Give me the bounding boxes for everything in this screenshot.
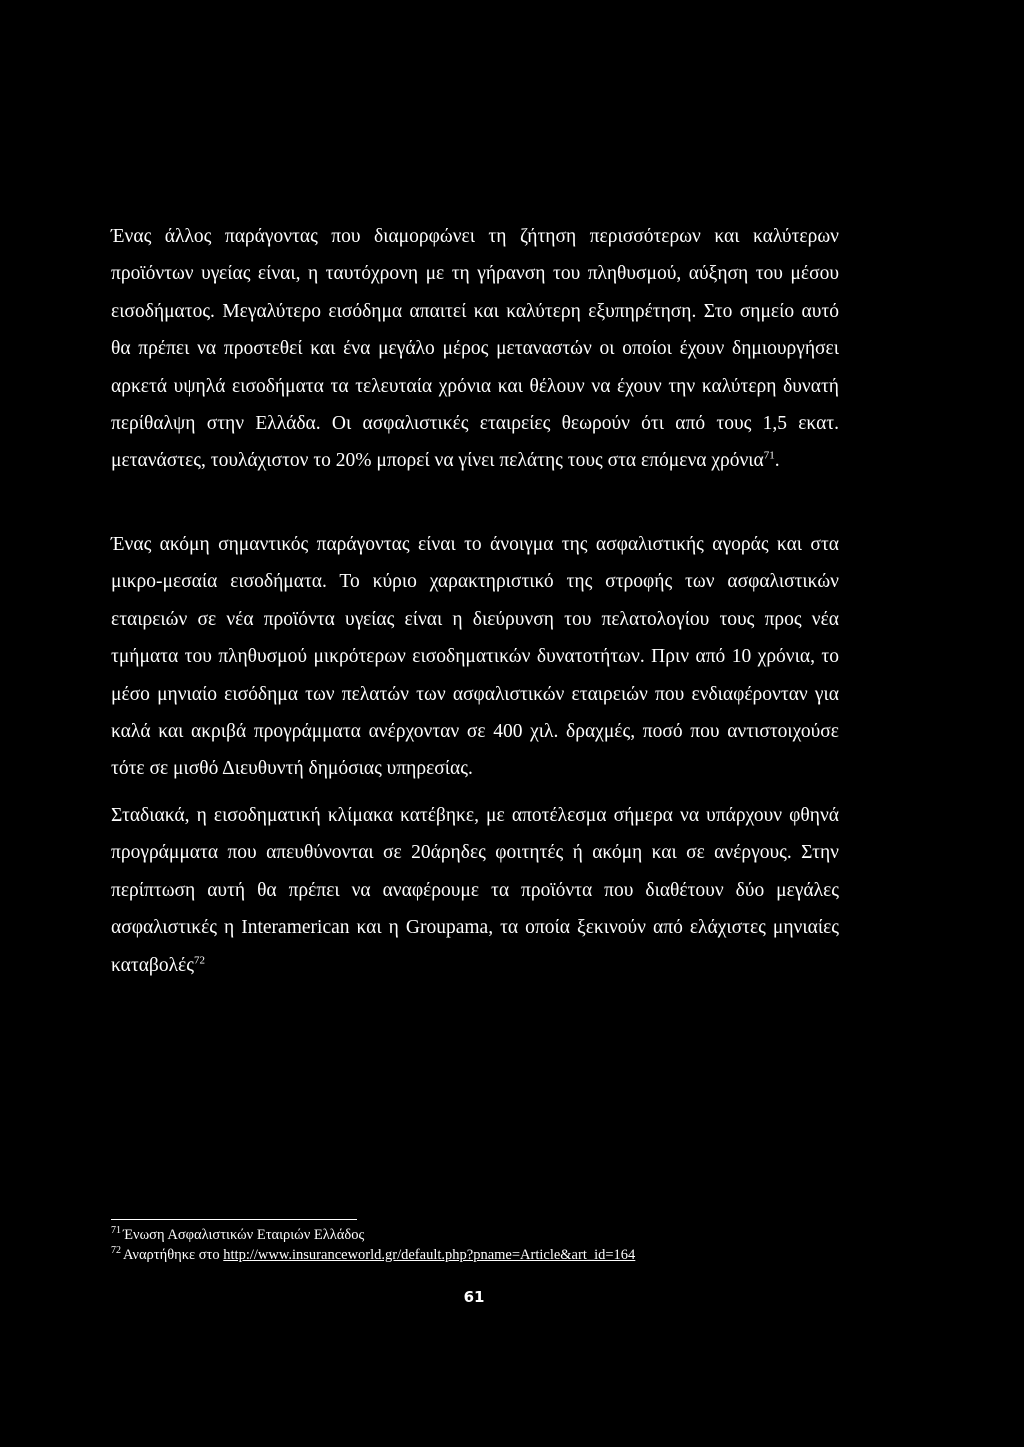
- footnote-ref-72[interactable]: 72: [193, 954, 205, 967]
- paragraph-3: [111, 797, 839, 984]
- paragraph-1-text: Ένας άλλος παράγοντας που διαμορφώνει τη ζήτηση περισσότερων και καλύτερων προϊόντων υγείας είναι, η ταυτόχρονη με τη γήρανση του πληθυσμού, αύξηση του μέσου εισοδήματος. Μεγαλύτερο εισόδημα απαιτεί και καλύτερη εξυπηρέτηση. Στο σημείο αυτό θα πρέπει να προστεθεί και ένα μεγάλο μέρος μεταναστών οι οποίοι έχουν δημιουργήσει αρκετά υψηλά εισοδήματα τα τελευταία χρόνια και θέλουν να έχουν την καλύτερη δυνατή περίθαλψη στην Ελλάδα. Οι ασφαλιστικές εταιρείες θεωρούν ότι από τους 1,5 εκατ. μετανάστες, τουλάχιστον το 20% μπορεί να γίνει πελάτης τους στα επόμενα χρόνια: [111, 226, 839, 472]
- footnote-separator: [111, 1219, 357, 1220]
- footnote-text: Ένωση Ασφαλιστικών Εταιριών Ελλάδος: [123, 1227, 365, 1243]
- paragraph-2: [111, 526, 839, 788]
- paragraph-1: [111, 218, 839, 480]
- footnote-number: 72: [111, 1245, 121, 1257]
- footnote-72: [111, 1245, 831, 1265]
- footnote-ref-71[interactable]: 71: [763, 449, 775, 462]
- page-number: 61: [463, 1288, 485, 1306]
- footnotes: [111, 1225, 831, 1265]
- paragraph-3-text: Σταδιακά, η εισοδηματική κλίμακα κατέβηκε, με αποτέλεσμα σήμερα να υπάρχουν φθηνά προγράμματα που απευθύνονται σε 20άρηδες φοιτητές ή ακόμη και σε ανέργους. Στην περίπτωση αυτή θα πρέπει να αναφέρουμε τα προϊόντα που διαθέτουν δύο μεγάλες ασφαλιστικές η Interamerican και η Groupama, τα οποία ξεκινούν από ελάχιστες μηνιαίες καταβολές: [111, 805, 839, 976]
- footnote-number: 71: [111, 1225, 121, 1237]
- footnote-link[interactable]: http://www.insuranceworld.gr/default.php?pname=Article&art_id=164: [223, 1247, 636, 1263]
- paragraph-2-text: Ένας ακόμη σημαντικός παράγοντας είναι το άνοιγμα της ασφαλιστικής αγοράς και στα μικρο-μεσαία εισοδήματα. Το κύριο χαρακτηριστικό της στροφής των ασφαλιστικών εταιρειών σε νέα προϊόντα υγείας είναι η διεύρυνση του πελατολογίου τους προς νέα τμήματα του πληθυσμού μικρότερων εισοδηματικών δυνατοτήτων. Πριν από 10 χρόνια, το μέσο μηνιαίο εισόδημα των πελατών των ασφαλιστικών εταιρειών που ενδιαφέρονταν για καλά και ακριβά προγράμματα ανέρχονταν σε 400 χιλ. δραχμές, ποσό που αντιστοιχούσε τότε σε μισθό Διευθυντή δημόσιας υπηρεσίας.: [111, 534, 839, 780]
- footnote-71: [111, 1225, 831, 1245]
- paragraph-1-end: .: [774, 450, 780, 472]
- footnote-prefix: Αναρτήθηκε στο: [123, 1247, 224, 1263]
